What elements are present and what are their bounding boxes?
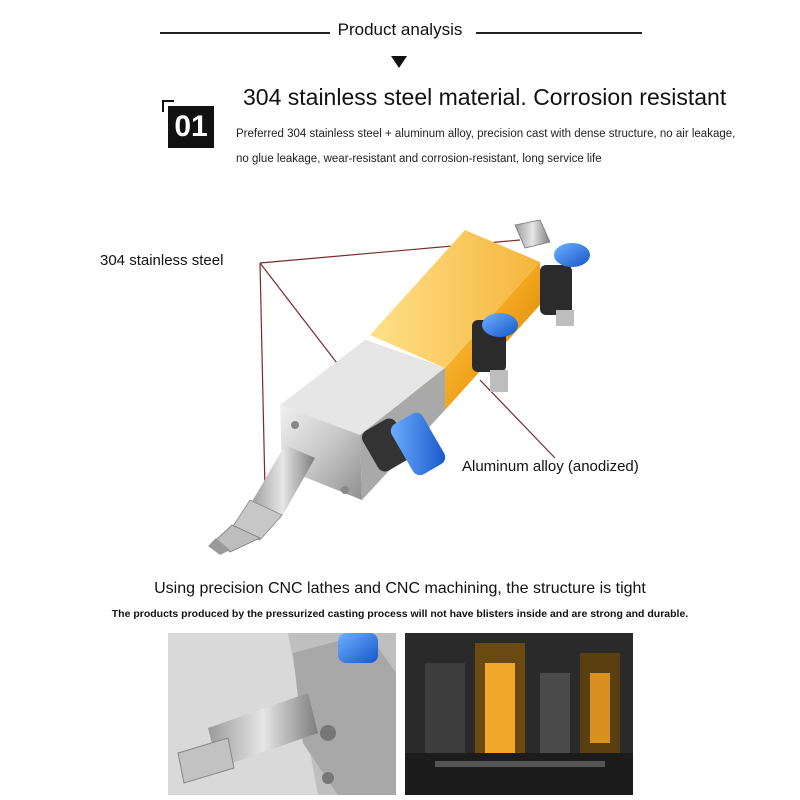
down-arrow-icon (391, 56, 407, 68)
cnc-factory-photo (405, 633, 633, 795)
label-stainless-steel: 304 stainless steel (100, 252, 224, 269)
section-description (236, 122, 796, 172)
label-aluminum-alloy: Aluminum alloy (anodized) (462, 458, 639, 475)
description-line-2: no glue leakage, wear-resistant and corrosion-resistant, long service life (236, 153, 602, 165)
caption-title: Using precision CNC lathes and CNC machining, the structure is tight (154, 580, 646, 597)
section-number: 01 (168, 106, 214, 148)
header-title: Product analysis (332, 20, 469, 39)
nozzle (208, 445, 315, 555)
nozzle-closeup-photo (168, 633, 396, 795)
air-fitting-middle (472, 313, 518, 392)
section-title: 304 stainless steel material. Corrosion resistant (243, 84, 727, 110)
air-fitting-upper (540, 243, 590, 326)
description-line-1: Preferred 304 stainless steel + aluminum alloy, precision cast with dense structure, no air leakage, (236, 128, 736, 140)
header-title-wrap (0, 20, 800, 40)
section-header (0, 18, 800, 48)
caption-subtitle: The products produced by the pressurized casting process will not have blisters inside and are strong and durable. (111, 608, 689, 620)
adjust-knob (515, 220, 550, 248)
